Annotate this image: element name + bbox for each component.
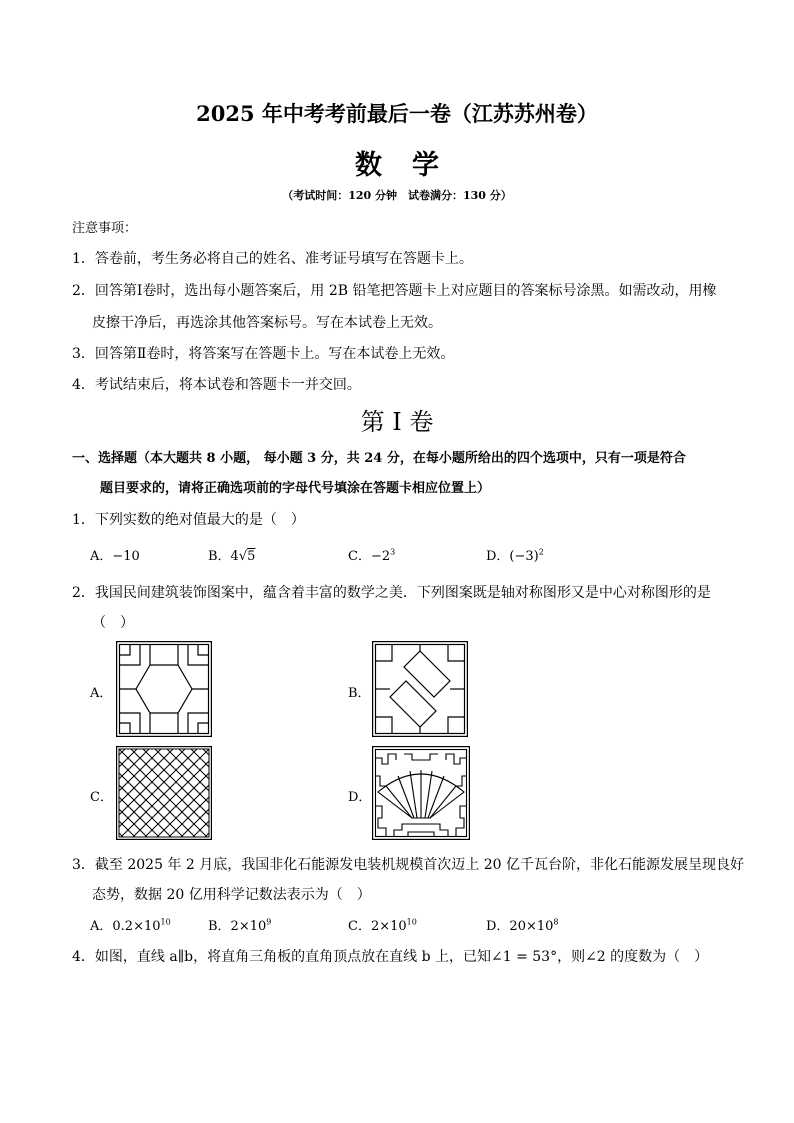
q1-option-d-exp: 2 [538,547,544,557]
exam-title: 2025 年中考考前最后一卷（江苏苏州卷） [196,101,598,126]
weave-line-antidiag [116,746,176,840]
q2-stem: 2．我国民间建筑装饰图案中，蕴含着丰富的数学之美．下列图案既是轴对称图形又是中心对称图形的是 [72,585,711,601]
q3-option-c [348,915,417,934]
q1-option-b-radicand: 5 [247,549,256,564]
q4-stem: 4．如图，直线 a∥b，将直角三角板的直角顶点放在直线 b 上，已知∠1 = 53°，则∠2 的度数为（ ） [72,949,709,965]
q1-option-b-prefix: B．4 [208,549,239,564]
time-info: （考试时间：120 分钟 试卷满分：130 分） [282,189,512,202]
q1-option-b [208,545,255,564]
weave-line-diag [116,746,152,840]
section-instruction-1: 一、选择题（本大题共 8 小题， 每小题 3 分，共 24 分，在每小题所给出的四个选项中，只有一项是符合 [72,451,686,466]
figure-d-fan-pattern [372,746,470,840]
notice-item-1: 1．答卷前，考生务必将自己的姓名、准考证号填写在答题卡上。 [72,251,473,267]
q1-option-c [348,545,395,564]
q2-label-b: B． [348,686,371,701]
weave-lines [116,746,212,840]
q2-label-a: A． [90,686,113,701]
q2-label-d: D． [348,790,372,805]
q1-option-d-prefix: D．(−3) [486,549,539,564]
q1-option-d [486,545,544,564]
q1-option-a: A．−10 [90,549,140,564]
section-title: 第 I 卷 [360,408,434,436]
weave-line-antidiag [176,746,212,840]
notice-item-4: 4．考试结束后，将本试卷和答题卡一并交回。 [72,377,361,393]
q1-option-c-prefix: C．−2 [348,549,391,564]
q1-stem: 1．下列实数的绝对值最大的是（ ） [72,512,305,528]
q3-option-c-exp: 10 [406,917,417,927]
sqrt-sign: √ [238,549,248,564]
weave-line-antidiag [116,746,152,840]
notice-heading: 注意事项： [72,221,138,236]
weave-line-diag [152,746,212,840]
figure-b-interlock-pattern [372,641,468,737]
q3-stem-1: 3．截至 2025 年 2 月底，我国非化石能源发电装机规模首次迈上 20 亿千瓦台阶，非化石能源发展呈现良好 [72,857,744,873]
q2-label-c: C． [90,790,113,805]
q2-paren: （ ） [92,615,134,631]
q3-option-a-exp: 10 [160,917,171,927]
notice-item-2-cont: 皮擦干净后，再选涂其他答案标号。写在本试卷上无效。 [92,315,442,331]
q3-option-d-prefix: D．20×10 [486,919,554,934]
q3-option-b-prefix: B．2×10 [208,919,267,934]
q3-option-a-prefix: A．0.2×10 [90,919,161,934]
subject-title: 数学 [355,150,469,181]
q3-option-b [208,915,271,934]
q3-option-d-exp: 8 [553,917,559,927]
notice-item-3: 3．回答第Ⅱ卷时，将答案写在答题卡上。写在本试卷上无效。 [72,346,455,362]
weave-line-diag [176,746,212,840]
q3-option-c-prefix: C．2×10 [348,919,407,934]
q3-option-a [90,915,171,934]
figure-c-woven-pattern [116,746,212,840]
section-instruction-2: 题目要求的，请将正确选项前的字母代号填涂在答题卡相应位置上） [100,481,491,496]
q1-option-c-exp: 3 [390,547,396,557]
q3-option-b-exp: 9 [266,917,272,927]
q3-option-d [486,915,559,934]
notice-item-2: 2．回答第Ⅰ卷时，选出每小题答案后，用 2B 铅笔把答题卡上对应题目的答案标号涂黑。如需改动，用橡 [72,283,717,299]
weave-line-diag [116,746,176,840]
q3-stem-2: 态势，数据 20 亿用科学记数法表示为（ ） [92,887,371,903]
figure-a-hexagon-pattern [116,641,212,737]
weave-line-antidiag [152,746,212,840]
